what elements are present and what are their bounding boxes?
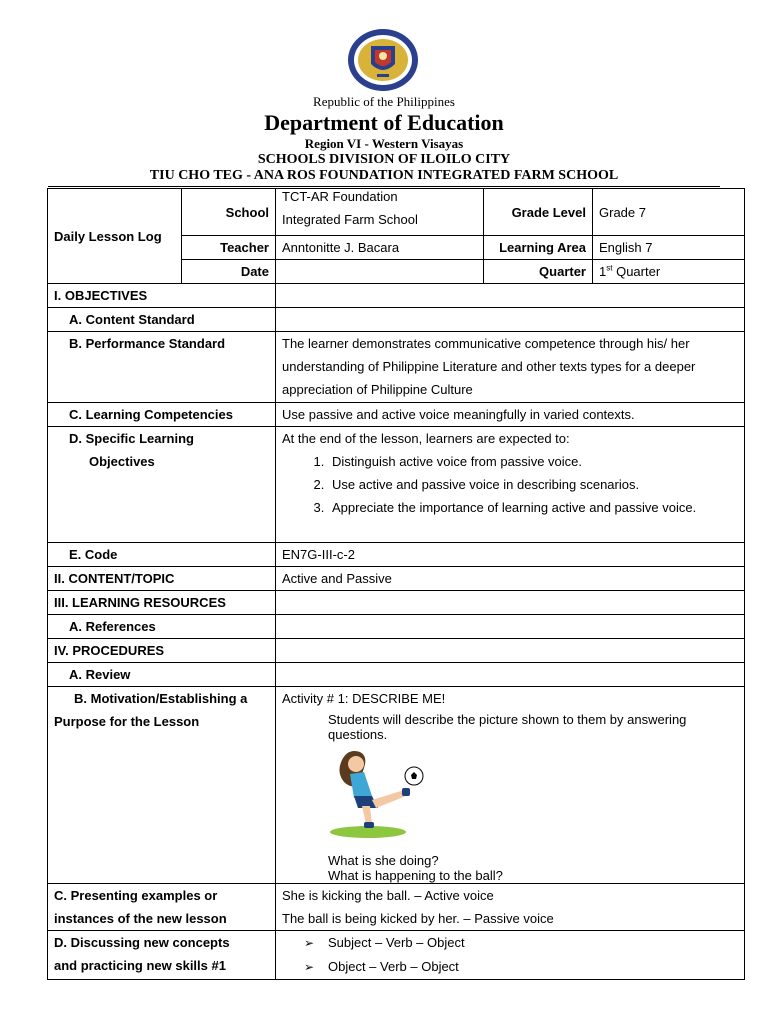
- objective-item: 3. Appreciate the importance of learning active and passive voice.: [328, 496, 738, 519]
- discussing-concepts-content: [276, 931, 745, 980]
- presenting-line1: C. Presenting examples or: [54, 888, 218, 903]
- procedures-heading: IV. PROCEDURES: [48, 639, 276, 663]
- code-value: EN7G-III-c-2: [276, 543, 745, 567]
- active-voice-example: She is kicking the ball. – Active voice: [282, 888, 494, 903]
- pattern-item: ➢ Subject – Verb – Object: [304, 931, 738, 955]
- quarter-number: 1: [599, 264, 607, 279]
- specific-objectives-content: [276, 427, 745, 543]
- presenting-line2: instances of the new lesson: [54, 911, 227, 926]
- division-line: SCHOOLS DIVISION OF ILOILO CITY: [257, 152, 511, 167]
- learning-competencies-label: C. Learning Competencies: [48, 403, 276, 427]
- learning-area-value: English 7: [593, 236, 745, 260]
- sentence-pattern-list: [282, 931, 738, 979]
- learning-competencies-text: Use passive and active voice meaningfully in varied contexts.: [276, 403, 745, 427]
- discussing-line2: and practicing new skills #1: [54, 958, 226, 973]
- learning-area-label: Learning Area: [484, 236, 593, 260]
- daily-lesson-log-table: [47, 188, 745, 980]
- grade-level-label: Grade Level: [484, 189, 593, 236]
- pattern-item: ➢ Object – Verb – Object: [304, 955, 738, 979]
- content-topic-heading: II. CONTENT/TOPIC: [48, 567, 276, 591]
- date-label: Date: [182, 260, 276, 284]
- specific-objectives-list: [282, 450, 738, 519]
- code-label: E. Code: [48, 543, 276, 567]
- motivation-line2: Purpose for the Lesson: [54, 714, 200, 729]
- presenting-examples-label: [48, 884, 276, 931]
- objective-item: 1. Distinguish active voice from passive voice.: [328, 450, 738, 473]
- school-name-line: TIU CHO TEG - ANA ROS FOUNDATION INTEGRATED FARM SCHOOL: [149, 168, 619, 183]
- activity-instruction: Students will describe the picture shown to them by answering questions.: [328, 712, 687, 742]
- question-1: What is she doing?: [328, 853, 439, 868]
- references-label: A. References: [48, 615, 276, 639]
- objective-item: 2. Use active and passive voice in describing scenarios.: [328, 473, 738, 496]
- quarter-suffix: st: [606, 263, 613, 273]
- activity-title: Activity # 1: DESCRIBE ME!: [282, 691, 446, 706]
- discussing-concepts-label: [48, 931, 276, 980]
- teacher-value: Anntonitte J. Bacara: [276, 236, 484, 260]
- specific-objectives-label: [48, 427, 276, 543]
- performance-standard-text: The learner demonstrates communicative competence through his/ her understanding of Philippine Literature and other texts types for a deeper appreciation of Philippine Culture: [276, 332, 745, 403]
- date-value: [276, 260, 484, 284]
- quarter-label: Quarter: [484, 260, 593, 284]
- learning-resources-heading: III. LEARNING RESOURCES: [48, 591, 276, 615]
- log-title: Daily Lesson Log: [54, 228, 162, 244]
- content-standard-value: [276, 308, 745, 332]
- school-value-line2: Integrated Farm School: [282, 212, 418, 227]
- school-value: [276, 189, 484, 236]
- passive-voice-example: The ball is being kicked by her. – Passive voice: [282, 911, 554, 926]
- learning-resources-value: [276, 591, 745, 615]
- teacher-label: Teacher: [182, 236, 276, 260]
- log-title-cell: [48, 189, 182, 284]
- specific-objectives-intro: At the end of the lesson, learners are expected to:: [282, 431, 570, 446]
- specific-objectives-line2: Objectives: [89, 454, 155, 469]
- region-line: Region VI - Western Visayas: [304, 136, 464, 151]
- review-label: A. Review: [48, 663, 276, 687]
- question-2: What is happening to the ball?: [328, 868, 503, 883]
- department-title: Department of Education: [264, 110, 504, 135]
- quarter-word: Quarter: [612, 264, 661, 279]
- content-standard-label: A. Content Standard: [48, 308, 276, 332]
- review-value: [276, 663, 745, 687]
- presenting-examples-content: [276, 884, 745, 931]
- content-topic-value: Active and Passive: [276, 567, 745, 591]
- motivation-line1: B. Motivation/Establishing a: [74, 691, 248, 706]
- school-value-line1: TCT-AR Foundation: [282, 189, 398, 204]
- objectives-value: [276, 284, 745, 308]
- procedures-value: [276, 639, 745, 663]
- motivation-label: [48, 687, 276, 884]
- discussing-line1: D. Discussing new concepts: [54, 935, 230, 950]
- girl-kicking-soccer-ball-icon: [328, 746, 424, 842]
- quarter-value: [593, 260, 745, 284]
- header-divider: [48, 186, 720, 187]
- performance-standard-label: B. Performance Standard: [48, 332, 276, 403]
- republic-line: Republic of the Philippines: [313, 94, 455, 109]
- objectives-heading: I. OBJECTIVES: [48, 284, 276, 308]
- motivation-content: [276, 687, 745, 884]
- references-value: [276, 615, 745, 639]
- specific-objectives-line1: D. Specific Learning: [69, 431, 194, 446]
- deped-seal-icon: [346, 28, 420, 92]
- grade-level-value: Grade 7: [593, 189, 745, 236]
- school-label: School: [182, 189, 276, 236]
